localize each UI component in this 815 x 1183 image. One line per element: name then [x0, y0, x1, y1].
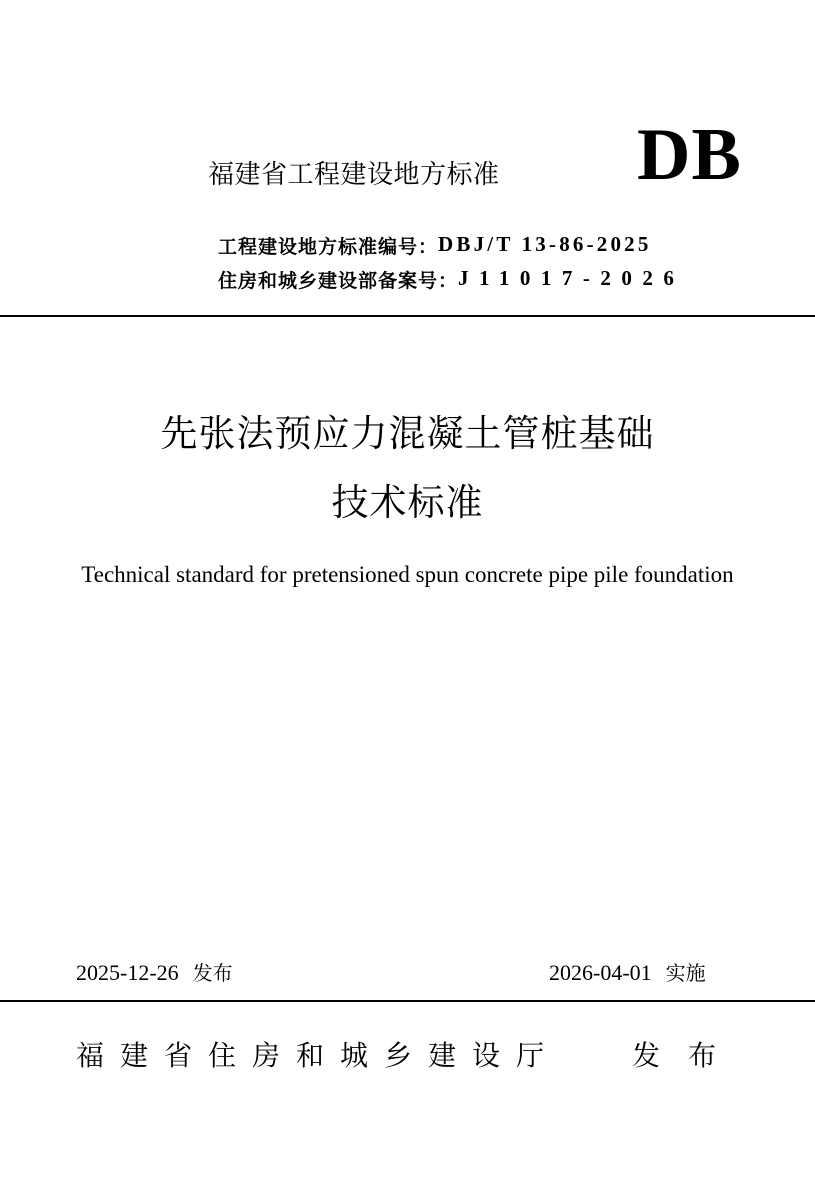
- english-title-text: Technical standard for pretensioned spun concrete pipe pile foundation: [81, 562, 734, 587]
- standard-number-value: DBJ/T 13-86-2025: [438, 232, 652, 256]
- top-divider: [0, 315, 815, 317]
- effective-label: 实施: [665, 961, 706, 985]
- db-logo: DB: [637, 114, 742, 196]
- issuing-authority: 福建省住房和城乡建设厅: [76, 1039, 561, 1072]
- standard-number-label: 工程建设地方标准编号：: [218, 236, 439, 258]
- publish-label: 发布: [192, 961, 233, 985]
- effective-date-row: [549, 957, 706, 986]
- title-line-2: 技术标准: [331, 481, 484, 524]
- bottom-divider: [0, 1000, 815, 1002]
- publish-date: 2025-12-26: [76, 960, 179, 985]
- standard-number-row: [218, 232, 652, 259]
- english-title: [0, 560, 815, 590]
- title-line-1: 先张法预应力混凝土管桩基础: [160, 412, 655, 455]
- publish-date-row: [76, 957, 233, 986]
- record-number-row: [218, 266, 684, 293]
- effective-date: 2026-04-01: [549, 960, 652, 985]
- standard-category: 福建省工程建设地方标准: [208, 160, 500, 190]
- record-number-label: 住房和城乡建设部备案号：: [218, 270, 459, 292]
- record-number-value: J11017-2026: [458, 266, 685, 290]
- issue-label: 发布: [632, 1039, 745, 1072]
